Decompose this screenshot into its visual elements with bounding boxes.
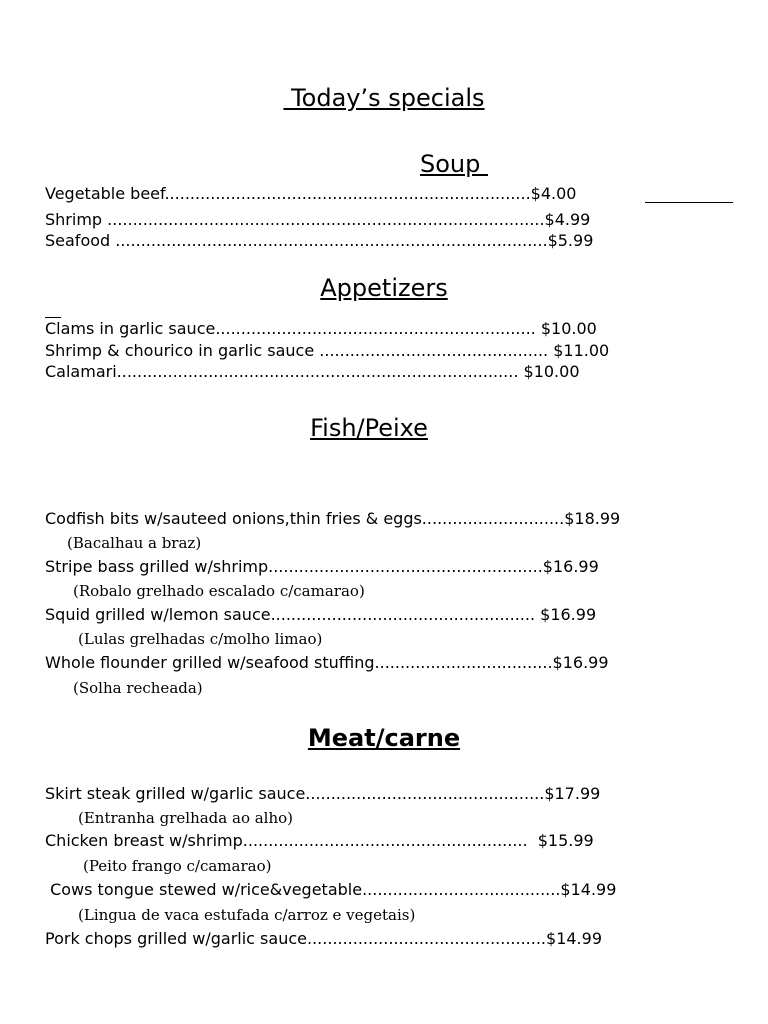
fish-item-stripe-bass: Stripe bass grilled w/shrimp......................................................$16.99: [45, 557, 599, 576]
appetizers-heading: Appetizers: [320, 274, 448, 302]
overline-mark: [45, 317, 61, 318]
underline-mark: [645, 202, 733, 203]
fish-heading: Fish/Peixe: [310, 414, 428, 442]
meat-item-pork-chops: Pork chops grilled w/garlic sauce...............................................$14.99: [45, 929, 602, 948]
meat-item-skirt-steak: Skirt steak grilled w/garlic sauce...............................................$17.99: [45, 784, 601, 803]
page-title: Today’s specials: [283, 84, 485, 112]
fish-item-stripe-bass-translation: (Robalo grelhado escalado c/camarao): [73, 582, 365, 600]
fish-item-squid-translation: (Lulas grelhadas c/molho limao): [78, 630, 323, 648]
soup-item-vegetable-beef: Vegetable beef........................................................................$4.00: [45, 184, 577, 203]
soup-item-seafood: Seafood .....................................................................................$5.99: [45, 231, 594, 250]
meat-item-chicken-breast: Chicken breast w/shrimp........................................................ $15.99: [45, 831, 594, 850]
soup-heading: Soup: [420, 150, 488, 178]
meat-item-cows-tongue: Cows tongue stewed w/rice&vegetable.......................................$14.99: [45, 880, 617, 899]
fish-item-flounder-translation: (Solha recheada): [73, 679, 203, 697]
fish-item-codfish-translation: (Bacalhau a braz): [67, 534, 202, 552]
appetizer-item-clams: Clams in garlic sauce............................................................... $10.00: [45, 319, 597, 338]
soup-item-shrimp: Shrimp ......................................................................................$4.99: [45, 210, 591, 229]
meat-item-cows-tongue-translation: (Lingua de vaca estufada c/arroz e vegetais): [78, 906, 416, 924]
fish-item-codfish: Codfish bits w/sauteed onions,thin fries & eggs............................$18.99: [45, 509, 621, 528]
appetizer-item-shrimp-chourico: Shrimp & chourico in garlic sauce ............................................. $11.00: [45, 341, 610, 360]
fish-item-flounder: Whole flounder grilled w/seafood stuffing...................................$16.99: [45, 653, 609, 672]
appetizer-item-calamari: Calamari............................................................................... $10.00: [45, 362, 580, 381]
meat-heading: Meat/carne: [307, 724, 461, 752]
meat-item-chicken-breast-translation: (Peito frango c/camarao): [83, 857, 272, 875]
meat-item-skirt-steak-translation: (Entranha grelhada ao alho): [78, 809, 294, 827]
fish-item-squid: Squid grilled w/lemon sauce.................................................... $16.99: [45, 605, 597, 624]
